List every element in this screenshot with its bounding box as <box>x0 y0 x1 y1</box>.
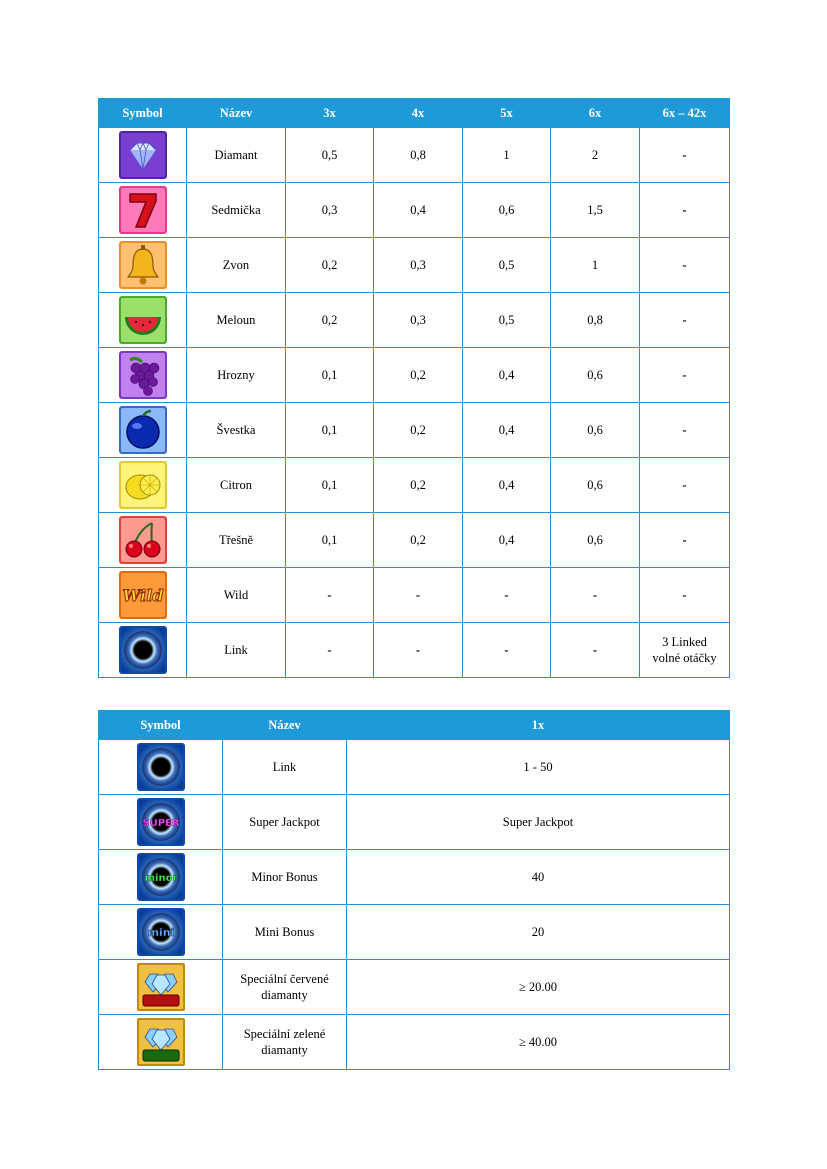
symbol-name <box>223 960 347 1015</box>
table-row <box>99 403 730 458</box>
col-header-4x: 4x <box>374 99 463 128</box>
symbol-name: Meloun <box>187 293 286 348</box>
table-row <box>99 458 730 513</box>
table-row <box>99 905 730 960</box>
link-icon <box>118 625 168 675</box>
payout-3x: 0,2 <box>286 238 374 293</box>
green-diamonds-icon <box>136 1017 186 1067</box>
payout-6x-42x: - <box>640 183 730 238</box>
symbol-name: Zvon <box>187 238 286 293</box>
payout-6x: 0,6 <box>551 513 640 568</box>
symbol-name: Super Jackpot <box>223 795 347 850</box>
payout-3x: 0,3 <box>286 183 374 238</box>
table-row <box>99 128 730 183</box>
payout-6x: 0,8 <box>551 293 640 348</box>
col-header-symbol: Symbol <box>99 99 187 128</box>
table-row <box>99 850 730 905</box>
symbol-name: Wild <box>187 568 286 623</box>
payout-1x: ≥ 40.00 <box>347 1015 730 1070</box>
table-row <box>99 960 730 1015</box>
payout-6x-42x <box>640 623 730 678</box>
payout-5x: 0,4 <box>463 513 551 568</box>
symbol-name <box>223 1015 347 1070</box>
symbol-name: Link <box>187 623 286 678</box>
payout-3x: 0,1 <box>286 403 374 458</box>
symbol-name-line2: diamanty <box>261 1043 308 1057</box>
svg-text:Wild: Wild <box>121 586 164 605</box>
payout-5x: 0,4 <box>463 403 551 458</box>
payout-table-regular <box>98 98 730 678</box>
payout-3x: 0,2 <box>286 293 374 348</box>
payout-5x: 1 <box>463 128 551 183</box>
symbol-name-line1: Speciální červené <box>240 972 329 986</box>
payout-5x: 0,4 <box>463 348 551 403</box>
payout-4x: - <box>374 623 463 678</box>
payout-5x: - <box>463 623 551 678</box>
svg-text:minor: minor <box>144 873 177 884</box>
watermelon-icon <box>118 295 168 345</box>
payout-6x: 0,6 <box>551 403 640 458</box>
payout-5x: 0,5 <box>463 293 551 348</box>
payout-1x: Super Jackpot <box>347 795 730 850</box>
table-row <box>99 183 730 238</box>
payout-3x: 0,1 <box>286 513 374 568</box>
table-row <box>99 238 730 293</box>
table-row <box>99 623 730 678</box>
table-row <box>99 293 730 348</box>
symbol-name: Diamant <box>187 128 286 183</box>
table-row <box>99 348 730 403</box>
link-icon <box>136 742 186 792</box>
payout-6x-42x: - <box>640 513 730 568</box>
col-header-6x: 6x <box>551 99 640 128</box>
col-header-name: Název <box>223 711 347 740</box>
payout-6x-42x: - <box>640 348 730 403</box>
payout-3x: 0,1 <box>286 348 374 403</box>
payout-6x: 0,6 <box>551 458 640 513</box>
payout-4x: 0,2 <box>374 403 463 458</box>
col-header-name: Název <box>187 99 286 128</box>
seven-icon <box>118 185 168 235</box>
payout-3x: 0,1 <box>286 458 374 513</box>
payout-6x-42x: - <box>640 403 730 458</box>
payout-4x: 0,4 <box>374 183 463 238</box>
payout-5x: - <box>463 568 551 623</box>
cherries-icon <box>118 515 168 565</box>
col-header-5x: 5x <box>463 99 551 128</box>
payout-1x: 1 - 50 <box>347 740 730 795</box>
payout-6x-42x: - <box>640 238 730 293</box>
table-row <box>99 513 730 568</box>
bell-icon <box>118 240 168 290</box>
symbol-name: Citron <box>187 458 286 513</box>
payout-5x: 0,4 <box>463 458 551 513</box>
mini-bonus-icon <box>136 907 186 957</box>
payout-6x-42x: - <box>640 458 730 513</box>
payout-6x: 1 <box>551 238 640 293</box>
payout-1x: ≥ 20.00 <box>347 960 730 1015</box>
symbol-name: Link <box>223 740 347 795</box>
payout-6x: - <box>551 623 640 678</box>
payout-3x: - <box>286 623 374 678</box>
grapes-icon <box>118 350 168 400</box>
payout-4x: 0,3 <box>374 293 463 348</box>
svg-text:SUPER: SUPER <box>141 818 180 829</box>
symbol-name: Hrozny <box>187 348 286 403</box>
payout-4x: 0,2 <box>374 458 463 513</box>
payout-6x: 2 <box>551 128 640 183</box>
col-header-1x: 1x <box>347 711 730 740</box>
table-row <box>99 795 730 850</box>
table-header-row <box>99 99 730 128</box>
payout-4x: 0,2 <box>374 348 463 403</box>
payout-4x: - <box>374 568 463 623</box>
table-row <box>99 740 730 795</box>
red-diamonds-icon <box>136 962 186 1012</box>
payout-6x: 0,6 <box>551 348 640 403</box>
table-row <box>99 568 730 623</box>
col-header-3x: 3x <box>286 99 374 128</box>
super-jackpot-icon <box>136 797 186 847</box>
symbol-name: Třešně <box>187 513 286 568</box>
plum-icon <box>118 405 168 455</box>
symbol-name-line2: diamanty <box>261 988 308 1002</box>
payout-6x: - <box>551 568 640 623</box>
col-header-6x-42x: 6x – 42x <box>640 99 730 128</box>
payout-6x-42x: - <box>640 128 730 183</box>
payout-4x: 0,2 <box>374 513 463 568</box>
svg-text:mini: mini <box>147 926 174 939</box>
payout-1x: 20 <box>347 905 730 960</box>
symbol-name: Švestka <box>187 403 286 458</box>
diamond-icon <box>118 130 168 180</box>
payout-4x: 0,8 <box>374 128 463 183</box>
payout-6x: 1,5 <box>551 183 640 238</box>
payout-3x: 0,5 <box>286 128 374 183</box>
col-header-symbol: Symbol <box>99 711 223 740</box>
linked-free-spins-line2: volné otáčky <box>652 651 717 665</box>
payout-5x: 0,5 <box>463 238 551 293</box>
lemon-icon <box>118 460 168 510</box>
symbol-name-line1: Speciální zelené <box>243 1027 326 1041</box>
payout-5x: 0,6 <box>463 183 551 238</box>
minor-bonus-icon <box>136 852 186 902</box>
symbol-name: Mini Bonus <box>223 905 347 960</box>
payout-6x-42x: - <box>640 293 730 348</box>
payout-3x: - <box>286 568 374 623</box>
payout-table-link <box>98 710 730 1070</box>
payout-4x: 0,3 <box>374 238 463 293</box>
table-header-row <box>99 711 730 740</box>
symbol-name: Sedmička <box>187 183 286 238</box>
symbol-name: Minor Bonus <box>223 850 347 905</box>
linked-free-spins-line1: 3 Linked <box>662 635 707 649</box>
payout-6x-42x: - <box>640 568 730 623</box>
wild-icon <box>118 570 168 620</box>
table-row <box>99 1015 730 1070</box>
payout-1x: 40 <box>347 850 730 905</box>
